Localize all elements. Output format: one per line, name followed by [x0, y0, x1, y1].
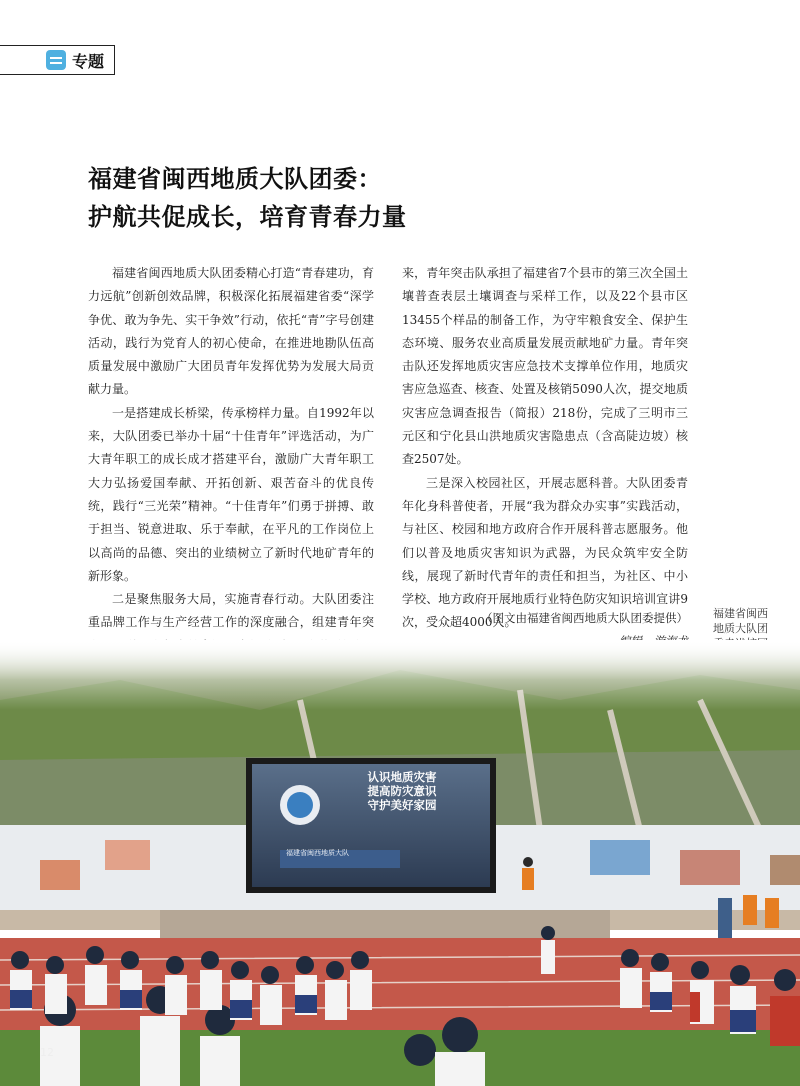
section-tab: [0, 45, 115, 75]
paragraph: 一是搭建成长桥梁，传承榜样力量。自1992年以来，大队团委已举办十届“十佳青年”评选活动，为广大青年职工的成长成才搭建平台，激励广大青年职工大力弘扬爱国奉献、开拓创新、艰苦奋斗的优良传统，践行“三光荣”精神。“十佳青年”们勇于拼搏、敢于担当、锐意进取、乐于奉献，在平凡的工作岗位上以高尚的品德、突出的业绩树立了新时代地矿青年的新形象。: [88, 405, 374, 583]
headline-line-2: 护航共促成长，培育青春力量: [88, 203, 407, 231]
paragraph: 福建省闽西地质大队团委精心打造“青春建功，育力远航”创新创效品牌，积极深化拓展福建省委“深学争优、敢为争先、实干争效”行动，依托“青”字号创建活动，践行为党育人的初心使命，在推进地勘队伍高质量发展中激励广大团员青年发挥优势为发展大局贡献力量。: [88, 266, 374, 397]
screen-slogan: [332, 770, 472, 812]
screen-subtitle: 福建省闽西地质大队: [286, 849, 349, 857]
paragraph: 三是深入校园社区，开展志愿科普。大队团委青年化身科普使者，开展“我为群众办实事”实践活动，与社区、校园和地方政府合作开展科普志愿服务。他们以普及地质灾害知识为武器，为民众筑牢安全防线，展现了新时代青年的责任和担当，为社区、中小学校、地方政府开展地质行业特色防灾知识培训宣讲9次，受众超4000人。: [402, 475, 688, 630]
article-headline: [88, 160, 688, 236]
photo-caption: 福建省闽西地质大队团: [713, 607, 768, 635]
left-column: [88, 262, 374, 681]
page-number: 12: [40, 1046, 54, 1059]
screen-line-1: 认识地质灾害: [367, 770, 437, 784]
section-label: 专题: [72, 51, 105, 71]
headline-line-1: 福建省闽西地质大队团委：: [88, 165, 382, 193]
list-icon: [46, 50, 66, 70]
screen-line-2: 提高防灾意识: [367, 784, 437, 798]
right-column: [402, 262, 688, 635]
photo-credit: （图文由福建省闽西地质大队团委提供）: [481, 611, 688, 625]
paragraph: 来，青年突击队承担了福建省7个县市的第三次全国土壤普查表层土壤调查与采样工作，以及22个县市区13455个样品的制备工作，为守牢粮食安全、保护生态环境、服务农业高质量发展贡献地矿力量。青年突击队还发挥地质灾害应急技术支撑单位作用，地质灾害应急巡查、核查、处置及核销5090人次，提交地质灾害应急调查报告（简报）218份，完成了三明市三元区和宁化县山洪地质灾害隐患点（含高陡边坡）核查2507处。: [402, 266, 688, 467]
paragraph: 二是聚焦服务大局，实施青春行动。大队团委注重品牌工作与生产经营工作的深度融合，组建青年突: [88, 592, 374, 630]
event-photo: [0, 640, 800, 1086]
screen-line-3: 守护美好家园: [367, 798, 437, 812]
